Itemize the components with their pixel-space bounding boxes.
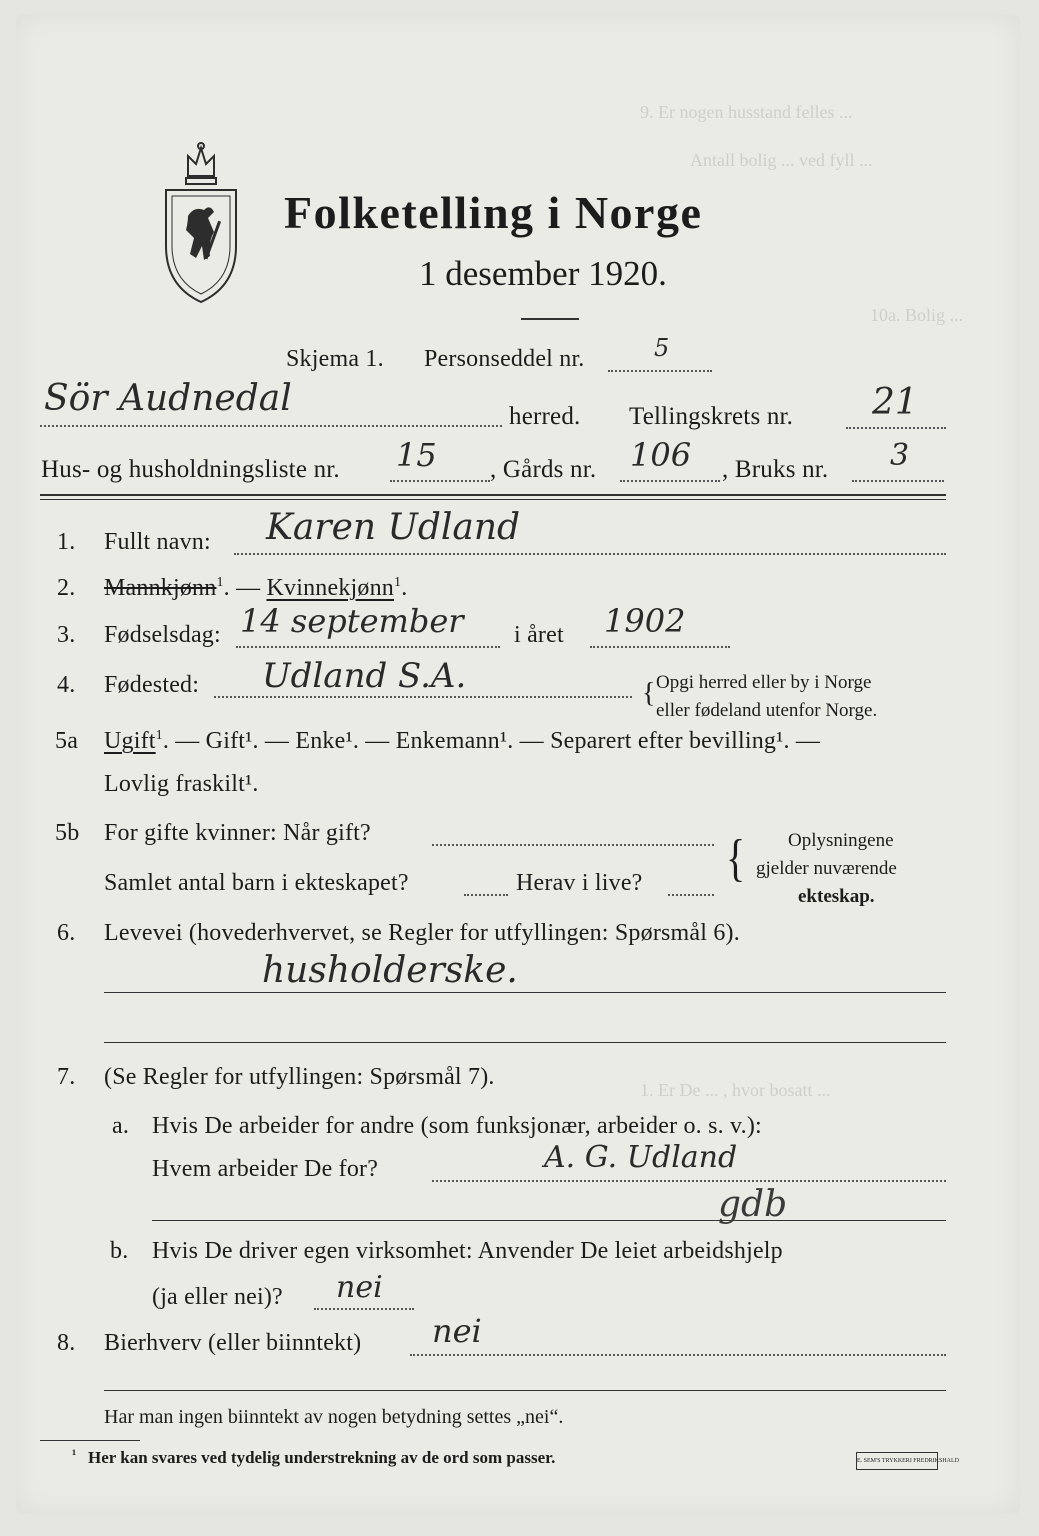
children-alive-label: Herav i live? — [516, 870, 643, 896]
birth-year-value: 1902 — [604, 602, 686, 640]
hus-value: 15 — [396, 436, 437, 474]
bruks-field[interactable] — [852, 480, 944, 482]
skjema-label: Skjema 1. — [286, 346, 384, 372]
employer-field[interactable] — [432, 1180, 946, 1182]
q2-number: 2. — [57, 575, 76, 601]
marriage-note-3: ekteskap. — [798, 886, 875, 907]
q1-label: Fullt navn: — [104, 529, 211, 555]
divorced-option[interactable]: Lovlig fraskilt¹. — [104, 771, 259, 797]
q5b-number: 5b — [55, 820, 80, 846]
hus-label: Hus- og husholdningsliste nr. — [41, 456, 340, 483]
q4-label: Fødested: — [104, 672, 200, 698]
marriage-note-2: gjelder nuværende — [756, 858, 897, 879]
tellingskrets-label: Tellingskrets nr. — [629, 403, 794, 430]
section-rule-bottom — [40, 499, 946, 500]
q1-number: 1. — [57, 529, 76, 555]
title-divider — [521, 318, 579, 320]
section-rule-top — [40, 494, 946, 496]
q2-end: . — [401, 575, 408, 601]
personseddel-label: Personseddel nr. — [424, 346, 585, 372]
bruks-value: 3 — [890, 438, 910, 473]
q4-number: 4. — [57, 672, 76, 698]
norway-coat-of-arms-icon — [158, 138, 244, 308]
side-income-line-2[interactable] — [104, 1390, 946, 1391]
footnote-number: ¹ — [72, 1448, 77, 1463]
q6-label: Levevei (hovederhvervet, se Regler for utfyllingen: Spørsmål 6). — [104, 920, 740, 946]
hired-help-value: nei — [336, 1270, 383, 1305]
no-income-note: Har man ingen biinntekt av nogen betydning settes „nei“. — [104, 1406, 564, 1428]
children-count-label: Samlet antal barn i ekteskapet? — [104, 870, 409, 896]
q7a-letter: a. — [112, 1113, 130, 1139]
sex-female-option[interactable]: Kvinnekjønn — [266, 575, 395, 601]
footnote-rule — [40, 1440, 140, 1441]
bruks-label: , Bruks nr. — [722, 456, 829, 483]
q7b-label: Hvis De driver egen virksomhet: Anvender De leiet arbeidshjelp — [152, 1238, 783, 1264]
q7-label: (Se Regler for utfyllingen: Spørsmål 7). — [104, 1064, 495, 1090]
printer-stamp: E. SEM'S TRYKKERI FREDRIKSHALD — [856, 1452, 938, 1470]
full-name-field[interactable] — [234, 553, 946, 555]
q3-number: 3. — [57, 622, 76, 648]
unmarried-option[interactable]: Ugift — [104, 728, 156, 754]
brace-icon: { — [642, 678, 656, 709]
hired-help-label: (ja eller nei)? — [152, 1284, 283, 1310]
q7b-letter: b. — [110, 1238, 129, 1264]
q3-label: Fødselsdag: — [104, 622, 221, 648]
birthplace-note-2: eller fødeland utenfor Norge. — [656, 700, 878, 721]
birthday-field[interactable] — [236, 646, 500, 648]
bleed-through-text: 10a. Bolig ... — [870, 305, 963, 325]
hus-field[interactable] — [390, 480, 490, 482]
personseddel-value: 5 — [654, 334, 670, 362]
birthplace-field[interactable] — [214, 696, 632, 698]
q2-separator: . — — [223, 575, 267, 601]
gards-label: , Gårds nr. — [490, 456, 597, 483]
tellingskrets-field[interactable] — [846, 427, 946, 429]
q8-label: Bierhverv (eller biinntekt) — [104, 1330, 362, 1356]
q8-number: 8. — [57, 1330, 76, 1356]
tellingskrets-value: 21 — [872, 382, 918, 423]
gards-field[interactable] — [620, 480, 720, 482]
bleed-through-text: Antall bolig ... ved fyll ... — [690, 150, 873, 170]
side-income-value: nei — [432, 1312, 482, 1350]
herred-field[interactable] — [40, 425, 502, 427]
employer-label: Hvem arbeider De for? — [152, 1156, 379, 1182]
herred-label: herred. — [509, 403, 581, 430]
occupation-line-1[interactable] — [104, 992, 946, 993]
sex-male-option[interactable]: Mannkjønn — [104, 575, 217, 601]
marriage-date-field[interactable] — [432, 844, 714, 846]
employer-line-2[interactable] — [152, 1220, 946, 1221]
form-title: Folketelling i Norge — [284, 187, 703, 238]
clerk-mark: gdb — [718, 1184, 788, 1225]
birthplace-note-1: Opgi herred eller by i Norge — [656, 672, 872, 693]
marital-status-options: Ugift$^1$. — Gift¹. — Enke¹. — Enkemann¹. — Separert efter bevilling¹. — — [104, 728, 821, 754]
gards-value: 106 — [630, 436, 692, 474]
q6-number: 6. — [57, 920, 76, 946]
occupation-line-2[interactable] — [104, 1042, 946, 1043]
footnote-text: Her kan svares ved tydelig understrekning av de ord som passer. — [88, 1448, 556, 1467]
year-label: i året — [514, 622, 564, 648]
bleed-through-text: 1. Er De ... , hvor bosatt ... — [640, 1080, 831, 1100]
children-alive-field[interactable] — [668, 894, 714, 896]
birthday-value: 14 september — [240, 602, 464, 640]
marriage-date-label: For gifte kvinner: Når gift? — [104, 820, 371, 846]
q2-options: Mannkjønn$^1$. — Kvinnekjønn$^1$. — [104, 575, 408, 601]
side-income-field[interactable] — [410, 1354, 946, 1356]
brace-icon: { — [726, 828, 746, 887]
full-name-value: Karen Udland — [266, 507, 521, 548]
q7-number: 7. — [57, 1064, 76, 1090]
birthplace-value: Udland S.A. — [262, 656, 467, 696]
other-marital-options[interactable]: . — Gift¹. — Enke¹. — Enkemann¹. — Separert efter bevilling¹. — — [162, 728, 821, 754]
personseddel-field[interactable] — [608, 370, 712, 372]
occupation-value: husholderske. — [262, 950, 518, 991]
employer-value: A. G. Udland — [544, 1140, 738, 1175]
bleed-through-text: 9. Er nogen husstand felles ... — [640, 102, 853, 122]
children-count-field[interactable] — [464, 894, 508, 896]
birth-year-field[interactable] — [590, 646, 730, 648]
q5a-number: 5a — [55, 728, 79, 754]
form-date: 1 desember 1920. — [419, 254, 667, 293]
marriage-note-1: Oplysningene — [788, 830, 894, 851]
hired-help-field[interactable] — [314, 1308, 414, 1310]
q7a-label: Hvis De arbeider for andre (som funksjonær, arbeider o. s. v.): — [152, 1113, 762, 1139]
herred-value: Sör Audnedal — [44, 378, 292, 419]
